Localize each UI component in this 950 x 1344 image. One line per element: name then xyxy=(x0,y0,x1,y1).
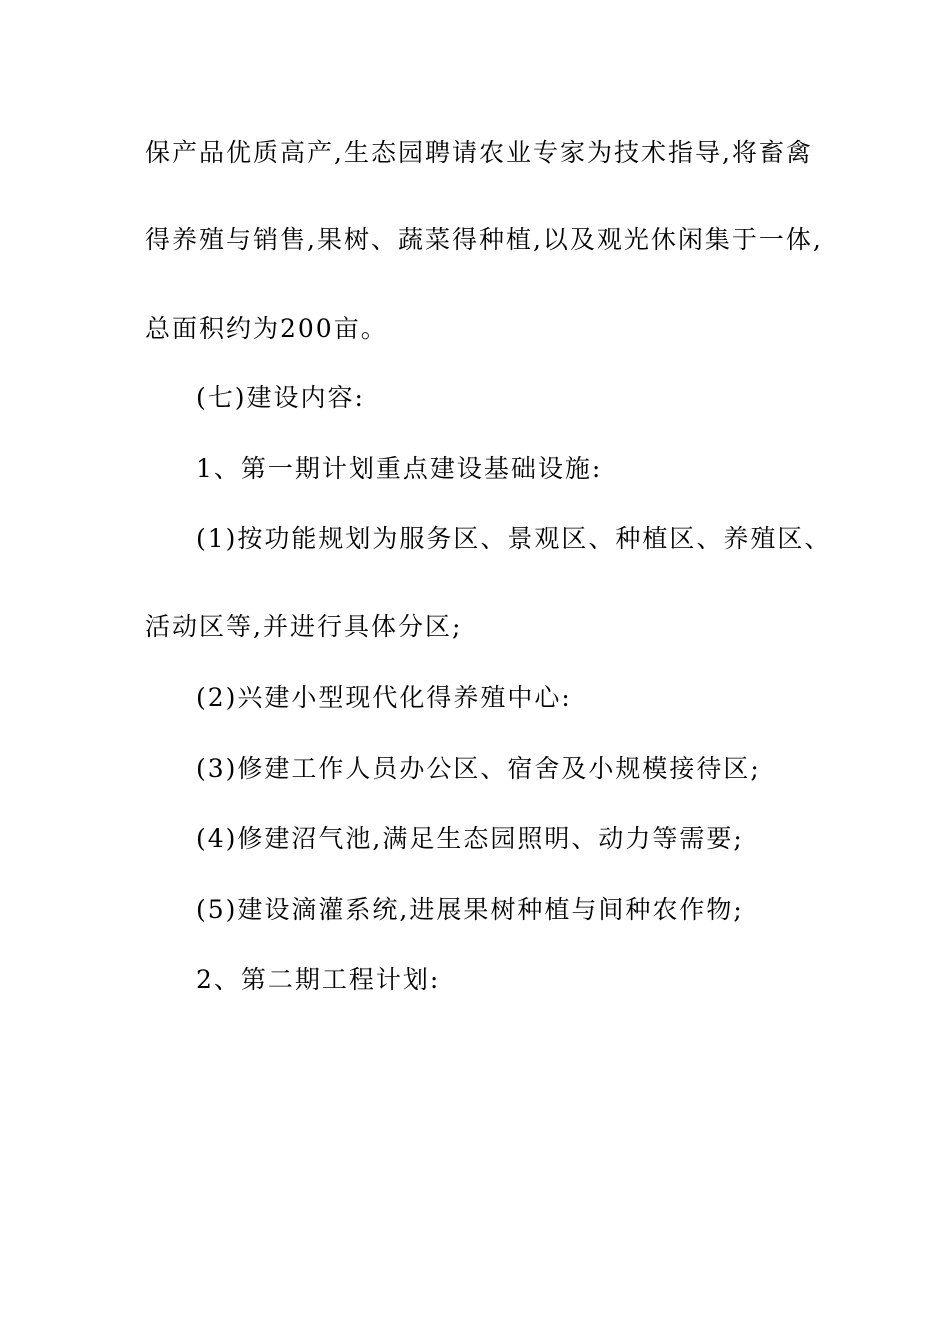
list-item-1-line-1: (1)按功能规划为服务区、景观区、种植区、养殖区、 xyxy=(196,524,832,553)
paragraph-line-1: 保产品优质高产,生态园聘请农业专家为技术指导,将畜禽 xyxy=(145,138,813,167)
phase-two-heading: 2、第二期工程计划: xyxy=(196,965,441,994)
list-item-2: (2)兴建小型现代化得养殖中心: xyxy=(196,683,572,712)
list-item-4: (4)修建沼气池,满足生态园照明、动力等需要; xyxy=(196,824,744,853)
paragraph-line-2: 得养殖与销售,果树、蔬菜得种植,以及观光休闲集于一体, xyxy=(145,225,823,254)
list-item-3: (3)修建工作人员办公区、宿舍及小规模接待区; xyxy=(196,754,761,783)
list-item-5: (5)建设滴灌系统,进展果树种植与间种农作物; xyxy=(196,895,744,924)
phase-one-heading: 1、第一期计划重点建设基础设施: xyxy=(196,454,603,483)
paragraph-line-3: 总面积约为200亩。 xyxy=(145,314,388,343)
section-heading: (七)建设内容: xyxy=(196,383,365,412)
list-item-1-line-2: 活动区等,并进行具体分区; xyxy=(145,612,463,641)
